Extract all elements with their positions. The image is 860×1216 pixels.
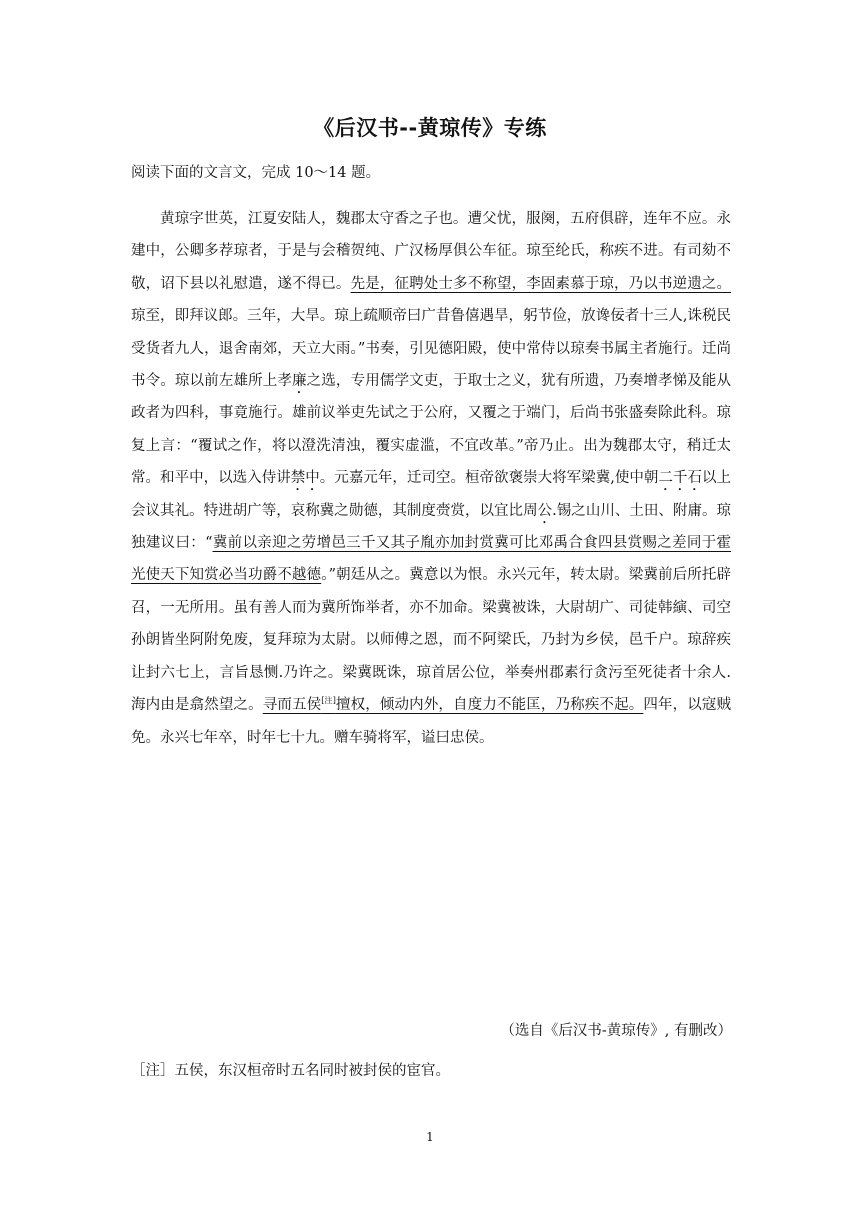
underlined-text-run: 擅权，倾动内外，自度力不能匡，乃称疾不起。 xyxy=(335,697,644,714)
underlined-text-run: 寻而五侯 xyxy=(262,697,322,714)
passage-text-run: 之选，专用儒学文吏，于取士之义，犹有所遗，乃奏增孝悌及能从政者为四科，事竟施行。雄前议举吏先试之于公府，又覆之于端门，后尚书张盛奏除此科。琼复上言：“覆试之作，将以澄洗清浊，覆实虚滥，不宜改革。”帝乃止。出为魏郡太守，稍迁太常。和平中，以选入侍讲 xyxy=(131,373,732,487)
passage-text-run: 黄琼字世英，江夏安陆人，魏郡太守香之子也。遭父忧，服阕，五府俱辟，连年不应。永建中，公卿多荐琼者，于是与会稽贺纯、广汉杨厚俱公车征。琼至纶氏，称疾不进。有司劾不敬，诏下县以礼慰遣，遂不得已。 xyxy=(131,211,731,292)
dotted-word-gong: 公 xyxy=(537,502,553,519)
dotted-word-erqianshi: 二千石 xyxy=(658,470,703,487)
page-number: 1 xyxy=(426,1130,434,1144)
footnote-marker: [注] xyxy=(321,696,336,706)
passage-text-run: 。元嘉元年，迁司空。桓帝欲褒崇大将军梁冀,使中朝 xyxy=(319,470,659,487)
passage-text-run: 琼至，即拜议郎。三年，大旱。琼上疏顺帝曰广昔鲁僖遇旱，躬节俭，放谗佞者十三人,诛税民受货者九人，退舍南郊，天立大雨。”书奏，引见德阳殿，使中常侍以琼奏书属主者施行。迁尚书令。琼以前左雄所上孝 xyxy=(131,308,731,390)
passage-text xyxy=(131,203,731,754)
passage-text-run: 四年，以寇贼免。永兴七年卒，时年七十九。赠车骑将军，谥曰忠侯。 xyxy=(131,697,732,746)
underlined-sentence-2 xyxy=(263,697,644,713)
dotted-word-lian: 廉 xyxy=(292,373,307,390)
underlined-sentence-1: 先是，征聘处士多不称望，李固素慕于琼，乃以书逆遗之。 xyxy=(350,275,731,292)
passage-text-run: 以上会议其礼。特进胡广等，哀称冀之勋德，其制度赍赏，以宜比周 xyxy=(131,470,732,519)
instructions: 阅读下面的文言文，完成 10～14 题。 xyxy=(131,165,381,181)
footnote: ［注］五侯，东汉桓帝时五名同时被封侯的宦官。 xyxy=(131,1063,450,1079)
underlined-unpunctuated-passage: 冀前以亲迎之劳增邑三千又其子胤亦加封赏冀可比邓禹合食四县赏赐之差同于霍光使天下知赏必当功爵不越德 xyxy=(131,535,732,584)
passage-text-run: .锡之山川、土田、附庸。琼独建议曰：“ xyxy=(131,502,732,552)
passage-text-run: 。”朝廷从之。冀意以为恨。永兴元年，转太尉。梁冀前后所托辟召，一无所用。虽有善人而为冀所饰举者，亦不加命。梁冀被诛，大尉胡广、司徒韩縯、司空孙朗皆坐阿附免废，复拜琼为太尉。以师傅之恩，而不阿梁氏，乃封为乡侯，邑千户。琼辞疾让封六七上，言旨恳恻.乃许之。梁冀既诛，琼首居公位，举奏州郡素行贪污至死徒者十余人.海内由是翕然望之。 xyxy=(131,567,732,714)
dotted-word-jinzhong: 禁中 xyxy=(290,470,320,487)
source-citation: （选自《后汉书-黄琼传》, 有删改） xyxy=(500,1023,732,1039)
passage-paragraph xyxy=(131,203,731,754)
page-title: 《后汉书--黄琼传》专练 xyxy=(313,116,547,140)
